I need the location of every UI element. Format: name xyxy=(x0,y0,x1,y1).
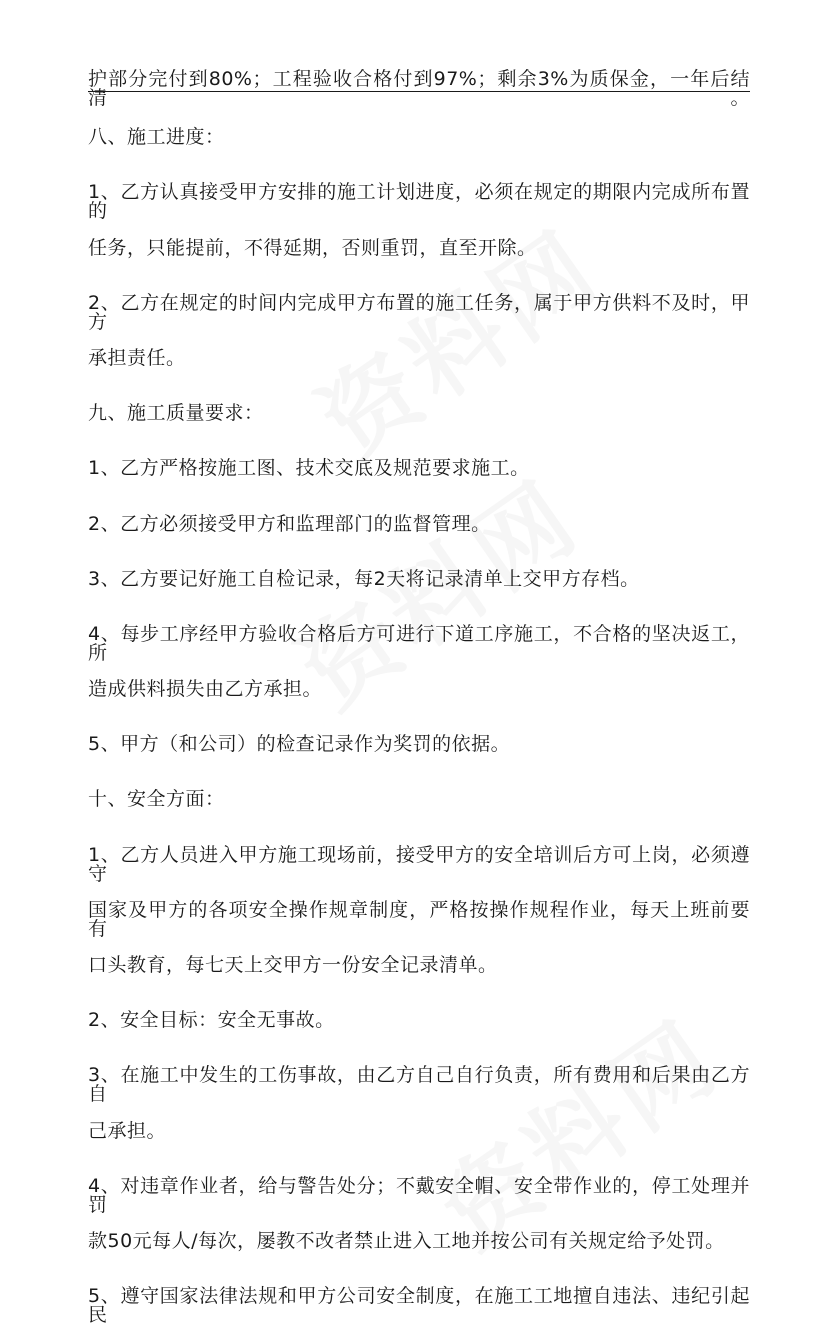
section-heading-schedule: 八、施工进度： xyxy=(88,126,225,149)
section-heading-quality: 九、施工质量要求： xyxy=(88,402,264,425)
paragraph-line: 2、安全目标：安全无事故。 xyxy=(88,1009,335,1032)
paragraph-line: 3、乙方要记好施工自检记录，每2天将记录清单上交甲方存档。 xyxy=(88,567,640,590)
paragraph-line: 款50元每人/每次，屡教不改者禁止进入工地并按公司有关规定给予处罚。 xyxy=(88,1229,725,1252)
paragraph-line: 承担责任。 xyxy=(88,346,186,369)
paragraph-line: 4、对违章作业者，给与警告处分；不戴安全帽、安全带作业的，停工处理并罚 xyxy=(88,1174,750,1216)
paragraph-line: 2、乙方必须接受甲方和监理部门的监督管理。 xyxy=(88,512,491,535)
paragraph-line: 国家及甲方的各项安全操作规章制度，严格按操作规程作业，每天上班前要有 xyxy=(88,898,750,940)
paragraph-line: 5、甲方（和公司）的检查记录作为奖罚的依据。 xyxy=(88,733,511,756)
document-body xyxy=(88,70,750,1342)
paragraph-line: 己承担。 xyxy=(88,1119,167,1142)
paragraph-line: 3、在施工中发生的工伤事故，由乙方自己自行负责，所有费用和后果由乙方自 xyxy=(88,1064,750,1106)
paragraph-line: 1、乙方人员进入甲方施工现场前，接受甲方的安全培训后方可上岗，必须遵守 xyxy=(88,843,750,885)
paragraph-line: 1、乙方严格按施工图、技术交底及规范要求施工。 xyxy=(88,457,530,480)
payment-terms-line: 护部分完付到80%；工程验收合格付到97%；剩余3%为质保金，一年后结清。 xyxy=(88,68,750,109)
paragraph-line: 造成供料损失由乙方承担。 xyxy=(88,678,323,701)
paragraph-line: 4、每步工序经甲方验收合格后方可进行下道工序施工，不合格的坚决返工，所 xyxy=(88,622,750,664)
paragraph-line: 口头教育，每七天上交甲方一份安全记录清单。 xyxy=(88,954,498,976)
paragraph-line: 任务，只能提前，不得延期，否则重罚，直至开除。 xyxy=(88,236,537,259)
section-heading-safety: 十、安全方面： xyxy=(88,788,225,811)
paragraph-line: 5、遵守国家法律法规和甲方公司安全制度，在施工工地擅自违法、违纪引起民 xyxy=(88,1285,750,1327)
paragraph-line: 2、乙方在规定的时间内完成甲方布置的施工任务，属于甲方供料不及时，甲方 xyxy=(88,291,750,333)
paragraph-line: 1、乙方认真接受甲方安排的施工计划进度，必须在规定的期限内完成所布置的 xyxy=(88,181,750,223)
